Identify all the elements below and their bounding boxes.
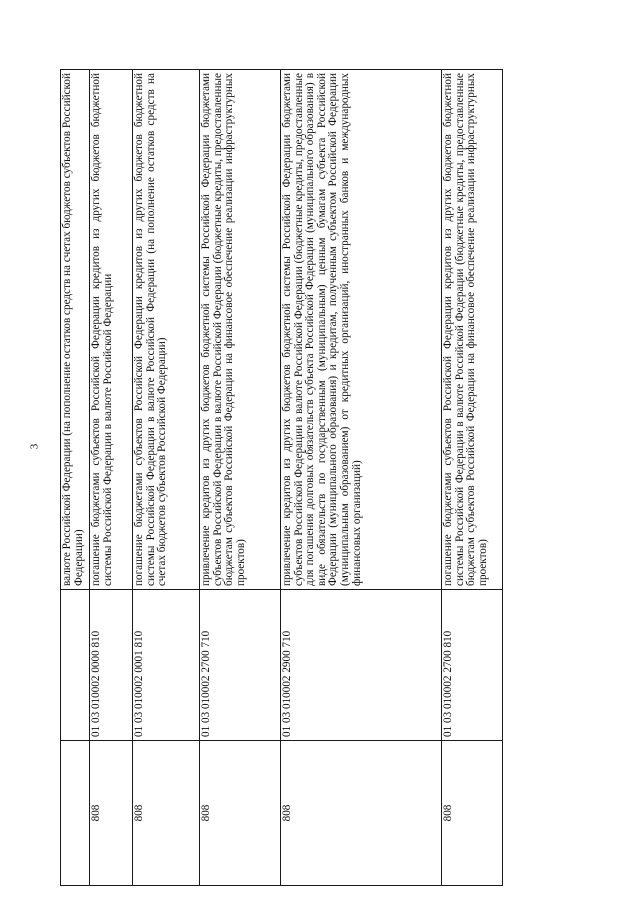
rotated-table-wrapper	[60, 70, 488, 886]
description-cell: валюте Российской Федерации (на пополнение остатков средств на счетах бюджетов субъектов Российской Федерации)	[61, 70, 90, 590]
description-cell: привлечение кредитов из других бюджетов бюджетной системы Российской Федерации бюджетами субъектов Российской Федерации в валюте Российской Федерации (бюджетные кредиты, предоставленные бюджетам субъектов Российской Федерации на финансовое обеспечение реализации инфраструктурных проектов)	[200, 70, 281, 590]
budget-code-cell: 01 03 010002 0000 810	[90, 590, 133, 741]
document-page	[60, 70, 488, 886]
description-cell: погашение бюджетами субъектов Российской Федерации кредитов из других бюджетов бюджетной системы Российской Федерации в валюте Российской Федерации (бюджетные кредиты, предоставленные бюджетам субъектов Российской Федерации на финансовое обеспечение реализации инфраструктурных проектов)	[442, 70, 503, 590]
table-row	[133, 70, 200, 886]
page-number: 3	[28, 443, 41, 450]
budget-code-cell: 01 03 010002 2700 710	[200, 590, 281, 741]
table-row	[442, 70, 503, 886]
admin-code-cell: 808	[200, 741, 281, 886]
admin-code-cell	[61, 741, 90, 886]
table-row	[281, 70, 442, 886]
table-row	[61, 70, 90, 886]
description-cell: привлечение кредитов из других бюджетов бюджетной системы Российской Федерации бюджетами субъектов Российской Федерации в валюте Российской Федерации (бюджетные кредиты, предоставленные для погашения долговых обязательств субъекта Российской Федерации (муниципального образования) в виде обязательств по государственным (муниципальным) ценным бумагам субъекта Российской Федерации (муниципального образования) и кредитам, полученным субъектом Российской Федерации (муниципальным образованием) от кредитных организаций, иностранных банков и международных финансовых организаций)	[281, 70, 442, 590]
table-row	[90, 70, 133, 886]
budget-classification-table	[60, 69, 503, 886]
budget-code-cell: 01 03 010002 0001 810	[133, 590, 200, 741]
admin-code-cell: 808	[442, 741, 503, 886]
admin-code-cell: 808	[90, 741, 133, 886]
budget-code-cell: 01 03 010002 2900 710	[281, 590, 442, 741]
description-cell: погашение бюджетами субъектов Российской Федерации кредитов из других бюджетов бюджетной системы Российской Федерации в валюте Российской Федерации	[90, 70, 133, 590]
admin-code-cell: 808	[281, 741, 442, 886]
admin-code-cell: 808	[133, 741, 200, 886]
budget-code-cell	[61, 590, 90, 741]
table-row	[200, 70, 281, 886]
budget-code-cell: 01 03 010002 2700 810	[442, 590, 503, 741]
description-cell: погашение бюджетами субъектов Российской Федерации кредитов из других бюджетов бюджетной системы Российской Федерации в валюте Российской Федерации (на пополнение остатков средств на счетах бюджетов субъектов Российской Федерации)	[133, 70, 200, 590]
